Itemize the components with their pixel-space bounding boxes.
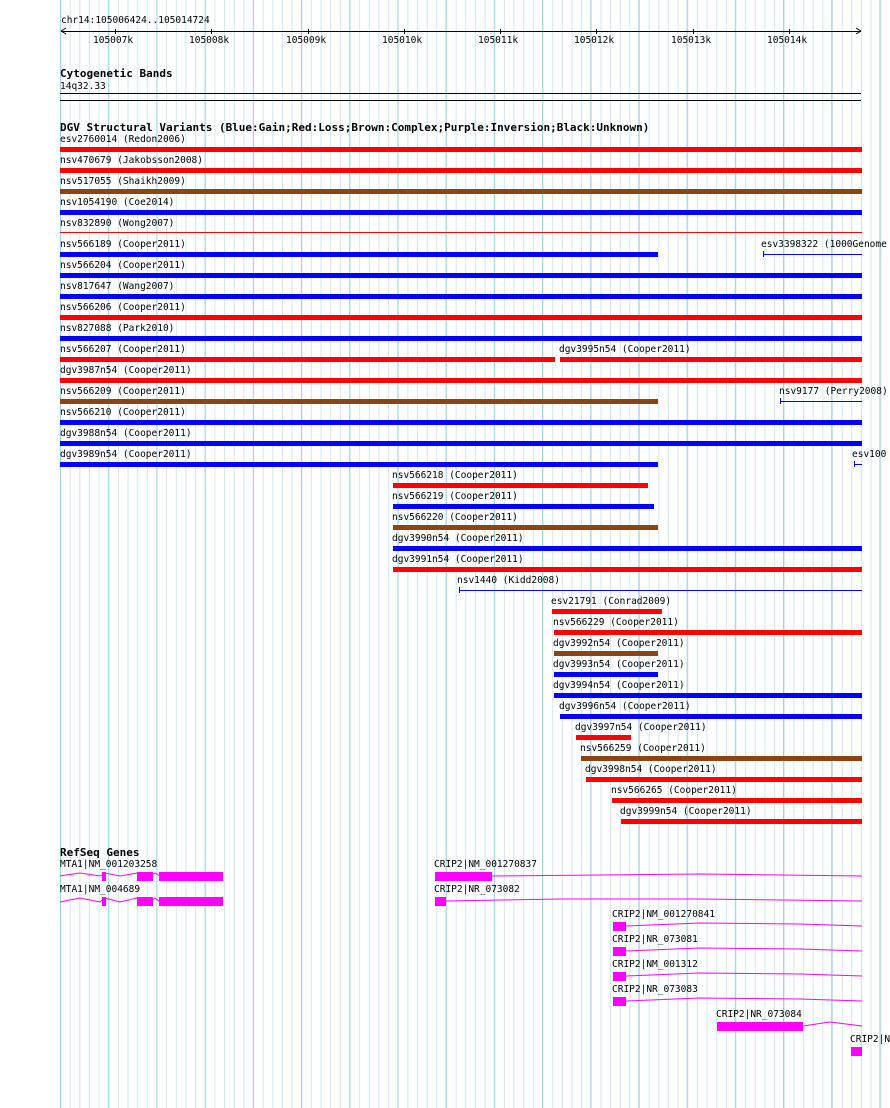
ruler-tick-label: 105009k: [286, 35, 327, 46]
dgv-feature-label[interactable]: dgv3992n54 (Cooper2011): [553, 638, 685, 649]
dgv-feature-label[interactable]: nsv566229 (Cooper2011): [553, 617, 679, 628]
refseq-exon[interactable]: [613, 947, 626, 956]
dgv-feature-label[interactable]: esv100: [852, 449, 887, 460]
dgv-feature-label[interactable]: dgv3993n54 (Cooper2011): [553, 659, 685, 670]
dgv-feature-label[interactable]: esv2760014 (Redon2006): [60, 134, 186, 145]
refseq-exon[interactable]: [435, 872, 492, 881]
dgv-feature-label[interactable]: nsv827088 (Park2010): [60, 323, 175, 334]
refseq-exon[interactable]: [137, 897, 153, 906]
dgv-feature-label[interactable]: nsv1440 (Kidd2008): [457, 575, 560, 586]
ruler-tick-label: 105011k: [478, 35, 519, 46]
dgv-feature-label[interactable]: dgv3999n54 (Cooper2011): [620, 806, 752, 817]
dgv-feature-label[interactable]: nsv517055 (Shaikh2009): [60, 176, 186, 187]
refseq-gene-label[interactable]: CRIP2|N: [850, 1034, 890, 1045]
dgv-feature-label[interactable]: nsv566220 (Cooper2011): [392, 512, 518, 523]
dgv-feature-label[interactable]: nsv470679 (Jakobsson2008): [60, 155, 203, 166]
dgv-feature-label[interactable]: nsv566219 (Cooper2011): [392, 491, 518, 502]
dgv-feature-label[interactable]: nsv566210 (Cooper2011): [60, 407, 186, 418]
dgv-feature-label[interactable]: nsv1054190 (Coe2014): [60, 197, 175, 208]
ruler-tick-label: 105010k: [382, 35, 423, 46]
dgv-feature-label[interactable]: nsv817647 (Wang2007): [60, 281, 175, 292]
refseq-exon[interactable]: [613, 972, 626, 981]
dgv-feature-label[interactable]: nsv566218 (Cooper2011): [392, 470, 518, 481]
dgv-feature-label[interactable]: dgv3989n54 (Cooper2011): [60, 449, 192, 460]
dgv-feature-label[interactable]: dgv3997n54 (Cooper2011): [575, 722, 707, 733]
refseq-gene-label[interactable]: CRIP2|NR_073083: [612, 984, 698, 995]
refseq-gene-label[interactable]: CRIP2|NM_001270841: [612, 909, 715, 920]
dgv-feature-label[interactable]: nsv566207 (Cooper2011): [60, 344, 186, 355]
refseq-exon[interactable]: [102, 872, 106, 881]
dgv-feature-label[interactable]: nsv566204 (Cooper2011): [60, 260, 186, 271]
refseq-gene-label[interactable]: MTA1|NM_001203258: [60, 859, 158, 870]
refseq-exon[interactable]: [159, 872, 223, 881]
dgv-feature-label[interactable]: nsv566265 (Cooper2011): [611, 785, 737, 796]
dgv-feature-label[interactable]: dgv3994n54 (Cooper2011): [553, 680, 685, 691]
refseq-exon[interactable]: [613, 997, 626, 1006]
refseq-gene-label[interactable]: CRIP2|NR_073082: [434, 884, 520, 895]
dgv-feature-label[interactable]: nsv566189 (Cooper2011): [60, 239, 186, 250]
dgv-feature-label[interactable]: dgv3987n54 (Cooper2011): [60, 365, 192, 376]
refseq-gene-label[interactable]: MTA1|NM_004689: [60, 884, 141, 895]
refseq-exon[interactable]: [717, 1022, 803, 1031]
ruler-tick-label: 105007k: [93, 35, 134, 46]
refseq-gene-label[interactable]: CRIP2|NM_001312: [612, 959, 698, 970]
dgv-feature-label[interactable]: dgv3988n54 (Cooper2011): [60, 428, 192, 439]
refseq-exon[interactable]: [137, 872, 153, 881]
dgv-track-title[interactable]: DGV Structural Variants (Blue:Gain;Red:Loss;Brown:Complex;Purple:Inversion;Black:Unknown): [60, 121, 650, 134]
refseq-exon[interactable]: [102, 897, 106, 906]
dgv-feature-label[interactable]: nsv566206 (Cooper2011): [60, 302, 186, 313]
dgv-feature-label[interactable]: dgv3995n54 (Cooper2011): [559, 344, 691, 355]
refseq-exon[interactable]: [159, 897, 223, 906]
refseq-exon[interactable]: [851, 1047, 862, 1056]
dgv-feature-label[interactable]: dgv3990n54 (Cooper2011): [392, 533, 524, 544]
dgv-feature-label[interactable]: dgv3996n54 (Cooper2011): [559, 701, 691, 712]
ruler-tick-label: 105008k: [189, 35, 230, 46]
dgv-feature-label[interactable]: esv21791 (Conrad2009): [551, 596, 672, 607]
ruler-tick-label: 105013k: [671, 35, 712, 46]
dgv-feature-label[interactable]: nsv9177 (Perry2008): [779, 386, 888, 397]
dgv-feature-label[interactable]: dgv3991n54 (Cooper2011): [392, 554, 524, 565]
refseq-gene-label[interactable]: CRIP2|NR_073084: [716, 1009, 802, 1020]
ruler-tick-label: 105012k: [574, 35, 615, 46]
cytoband-label: 14q32.33: [60, 81, 106, 92]
ruler-location: chr14:105006424..105014724: [61, 15, 210, 26]
dgv-feature-label[interactable]: nsv566209 (Cooper2011): [60, 386, 186, 397]
refseq-gene-label[interactable]: CRIP2|NM_001270837: [434, 859, 537, 870]
dgv-feature-label[interactable]: dgv3998n54 (Cooper2011): [585, 764, 717, 775]
refseq-exon[interactable]: [435, 897, 446, 906]
refseq-track-title[interactable]: RefSeq Genes: [60, 846, 140, 859]
dgv-feature-label[interactable]: esv3398322 (1000Genome: [761, 239, 887, 250]
dgv-feature-label[interactable]: nsv832890 (Wong2007): [60, 218, 175, 229]
refseq-exon[interactable]: [613, 922, 626, 931]
ruler-tick-label: 105014k: [767, 35, 808, 46]
refseq-gene-label[interactable]: CRIP2|NR_073081: [612, 934, 698, 945]
cytoband-track-title[interactable]: Cytogenetic Bands: [60, 67, 173, 80]
dgv-feature-label[interactable]: nsv566259 (Cooper2011): [580, 743, 706, 754]
